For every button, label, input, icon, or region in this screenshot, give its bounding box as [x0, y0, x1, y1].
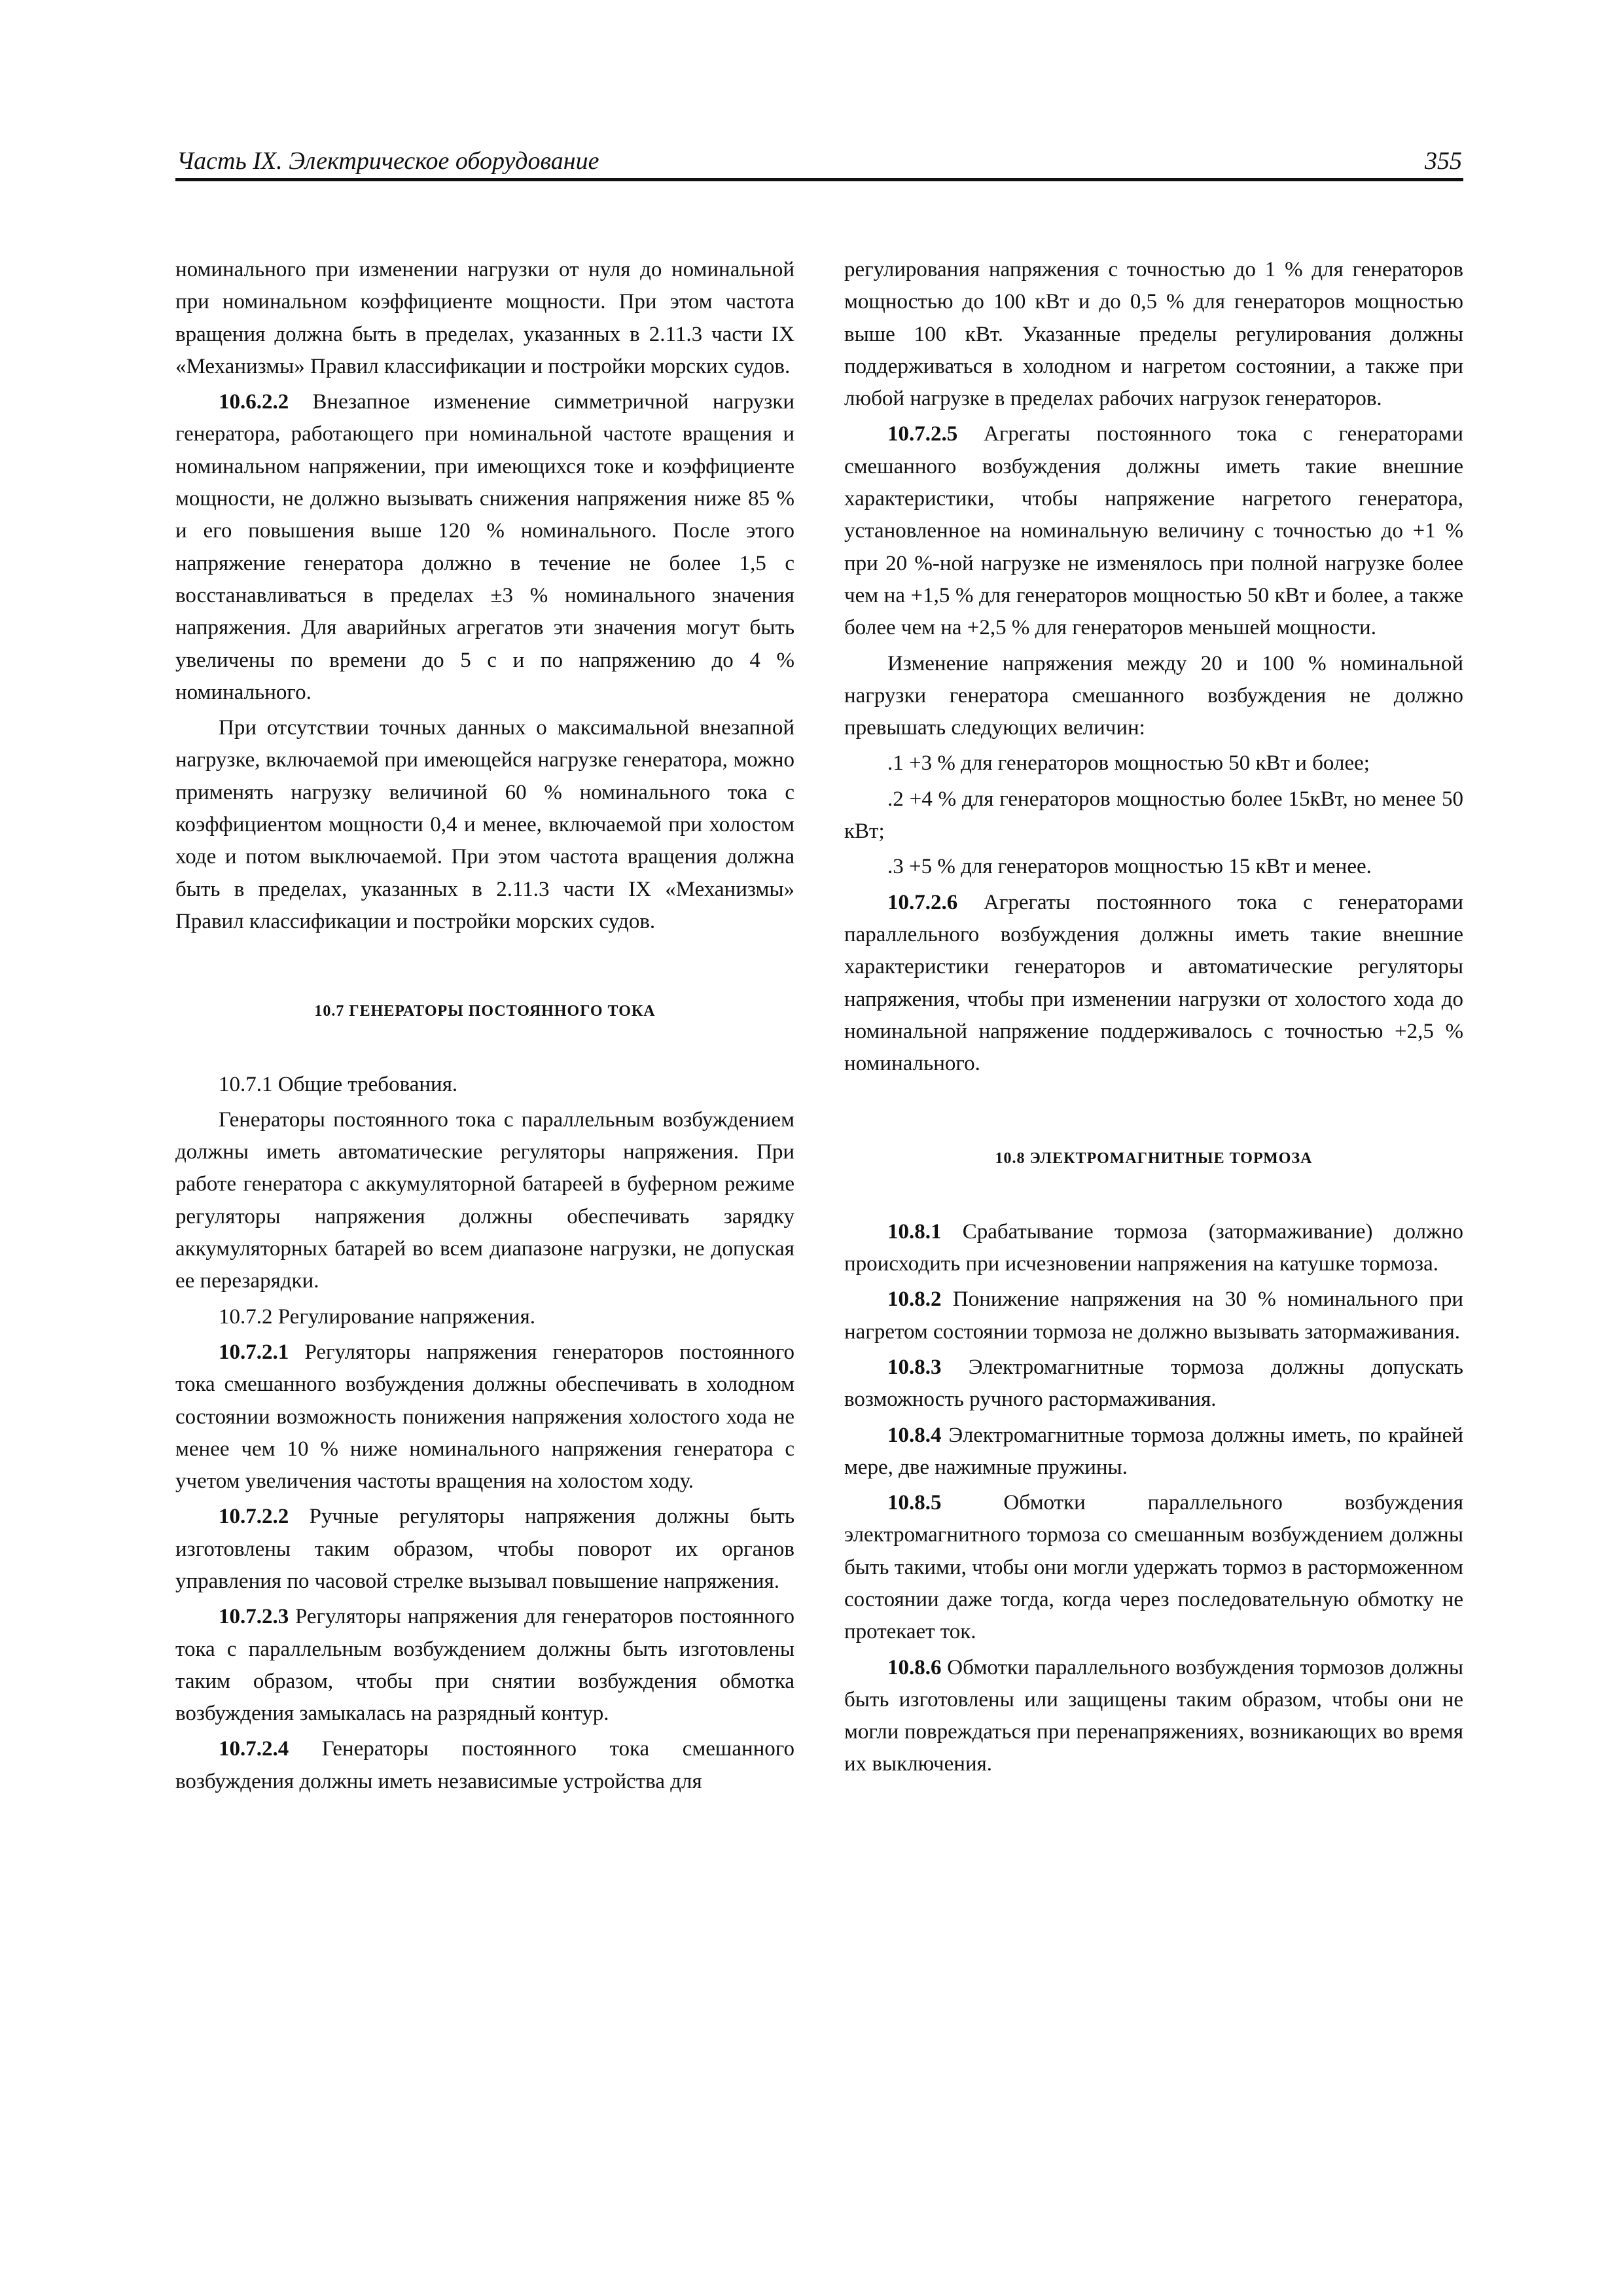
clause-number: 10.8.5	[887, 1491, 942, 1515]
clause-number: 10.7.2.3	[219, 1605, 289, 1629]
clause-text: Обмотки параллельного возбуждения тормозов должны быть изготовлены или защищены таким образом, чтобы они не могли повреждаться при перенапряжениях, возникающих во время их выключения.	[844, 1655, 1463, 1776]
paragraph	[844, 1216, 1463, 1281]
clause-number: 10.8.1	[887, 1219, 942, 1244]
section-heading: 10.8 ЭЛЕКТРОМАГНИТНЫЕ ТОРМОЗА	[995, 1150, 1313, 1168]
clause-text: Генераторы постоянного тока смешанного возбуждения должны иметь независимые устройства для	[175, 1737, 794, 1793]
clause-text: Срабатывание тормоза (затормаживание) должно происходить при исчезновении напряжения на катушке тормоза.	[844, 1219, 1463, 1276]
clause-text: Внезапное изменение симметричной нагрузки генератора, работающего при номинальной частоте вращения и номинальном напряжении, при имеющихся токе и коэффициенте мощности, не должно вызывать снижения напряжения ниже 85 % и его повышения выше 120 % номинального. После этого напряжение генератора должно в течение не более 1,5 с восстанавливаться в пределах ±3 % номинального значения напряжения. Для аварийных агрегатов эти значения могут быть увеличены по времени до 5 с и по напряжению до 4 % номинального.	[175, 390, 794, 704]
clause-number: 10.7.2.2	[219, 1505, 289, 1529]
paragraph	[844, 1352, 1463, 1416]
running-title: Часть IX. Электрическое оборудование	[177, 147, 599, 175]
clause-text: Агрегаты постоянного тока с генераторами смешанного возбуждения должны иметь такие внешние характеристики, чтобы напряжение нагретого генератора, установленное на номинальную величину с точностью до +1 % при 20 %-ной нагрузке не изменялось при полной нагрузке более чем на +1,5 % для генераторов мощностью 50 кВт и более, а также более чем на +2,5 % для генераторов меньшей мощности.	[844, 422, 1463, 640]
clause-text: Регуляторы напряжения генераторов постоянного тока смешанного возбуждения должны обеспечивать в холодном состоянии возможность понижения напряжения холостого хода не менее чем 10 % ниже номинального напряжения генератора с учетом увеличения частоты вращения на холостом ходу.	[175, 1340, 794, 1494]
clause-text: Регулирование напряжения.	[272, 1304, 536, 1329]
paragraph	[175, 1501, 794, 1598]
clause-text: Общие требования.	[272, 1072, 458, 1096]
clause-number: 10.8.3	[887, 1355, 942, 1379]
paragraph: При отсутствии точных данных о максимальной внезапной нагрузке, включаемой при имеющейся нагрузке генератора, можно применять нагрузку величиной 60 % номинального тока с коэффициентом мощности 0,4 и менее, включаемой при холостом ходе и потом выключаемой. При этом частота вращения должна быть в пределах, указанных в 2.11.3 части IX «Механизмы» Правил классификации и постройки морских судов.	[175, 716, 794, 933]
section-heading: 10.7 ГЕНЕРАТОРЫ ПОСТОЯННОГО ТОКА	[314, 1003, 656, 1020]
clause-number: 10.7.2.6	[887, 890, 958, 914]
paragraph	[844, 1487, 1463, 1648]
clause-text: Электромагнитные тормоза должны допускать возможность ручного растормаживания.	[844, 1355, 1463, 1412]
paragraph	[175, 1301, 794, 1333]
clause-text: Агрегаты постоянного тока с генераторами параллельного возбуждения должны иметь такие внешние характеристики генераторов и автоматические регуляторы напряжения, чтобы при изменении нагрузки от холостого хода до номинальной напряжение поддерживалось с точностью +2,5 % номинального.	[844, 890, 1463, 1076]
paragraph	[175, 1733, 794, 1798]
clause-number: 10.7.2	[219, 1304, 273, 1329]
clause-number: 10.7.2.1	[219, 1340, 289, 1364]
list-item: .1 +3 % для генераторов мощностью 50 кВт и более;	[887, 751, 1370, 776]
clause-number: 10.6.2.2	[219, 390, 289, 414]
paragraph	[844, 887, 1463, 1081]
paragraph	[175, 1601, 794, 1730]
paragraph	[175, 1336, 794, 1498]
paragraph	[844, 1283, 1463, 1348]
clause-number: 10.7.1	[219, 1072, 273, 1096]
paragraph	[844, 1652, 1463, 1781]
paragraph	[844, 1420, 1463, 1484]
paragraph	[175, 386, 794, 709]
paragraph: Изменение напряжения между 20 и 100 % номинальной нагрузки генератора смешанного возбуждения не должно превышать следующих величин:	[844, 651, 1463, 740]
running-header	[175, 145, 1463, 181]
clause-number: 10.8.2	[887, 1287, 942, 1312]
paragraph: номинального при изменении нагрузки от нуля до номинальной при номинальном коэффициенте мощности. При этом частота вращения должна быть в пределах, указанных в 2.11.3 части IX «Механизмы» Правил классификации и постройки морских судов.	[175, 258, 794, 378]
left-column	[175, 254, 794, 1801]
right-column	[844, 254, 1463, 1784]
paragraph	[844, 418, 1463, 644]
list-item: .2 +4 % для генераторов мощностью более 15кВт, но менее 50 кВт;	[844, 787, 1463, 844]
paragraph	[175, 1069, 794, 1101]
clause-number: 10.7.2.4	[219, 1737, 289, 1761]
clause-text: Электромагнитные тормоза должны иметь, по крайней мере, две нажимные пружины.	[844, 1423, 1463, 1479]
list-item: .3 +5 % для генераторов мощностью 15 кВт и менее.	[887, 855, 1372, 879]
clause-text: Ручные регуляторы напряжения должны быть изготовлены таким образом, чтобы поворот их органов управления по часовой стрелке вызывал повышение напряжения.	[175, 1505, 794, 1593]
paragraph: Генераторы постоянного тока с параллельным возбуждением должны иметь автоматические регуляторы напряжения. При работе генератора с аккумуляторной батареей в буферном режиме регуляторы напряжения должны обеспечивать зарядку аккумуляторных батарей во всем диапазоне нагрузки, не допуская ее перезарядки.	[175, 1107, 794, 1293]
clause-number: 10.8.6	[887, 1655, 942, 1679]
clause-text: Обмотки параллельного возбуждения электромагнитного тормоза со смешанным возбуждением должны быть такими, чтобы они могли удержать тормоз в расторможенном состоянии даже тогда, когда через последовательную обмотку не протекает ток.	[844, 1491, 1463, 1644]
paragraph: регулирования напряжения с точностью до 1 % для генераторов мощностью до 100 кВт и до 0,5 % для генераторов мощностью выше 100 кВт. Указанные пределы регулирования должны поддерживаться в холодном и нагретом состоянии, а также при любой нагрузке в пределах рабочих нагрузок генераторов.	[844, 258, 1463, 411]
clause-number: 10.7.2.5	[887, 422, 958, 446]
clause-text: Регуляторы напряжения для генераторов постоянного тока с параллельным возбуждением должны быть изготовлены таким образом, чтобы при снятии возбуждения обмотка возбуждения замыкалась на разрядный контур.	[175, 1605, 794, 1726]
clause-number: 10.8.4	[887, 1423, 942, 1447]
clause-text: Понижение напряжения на 30 % номинального при нагретом состоянии тормоза не должно вызывать затормаживания.	[844, 1287, 1463, 1344]
page-number: 355	[1425, 147, 1462, 175]
